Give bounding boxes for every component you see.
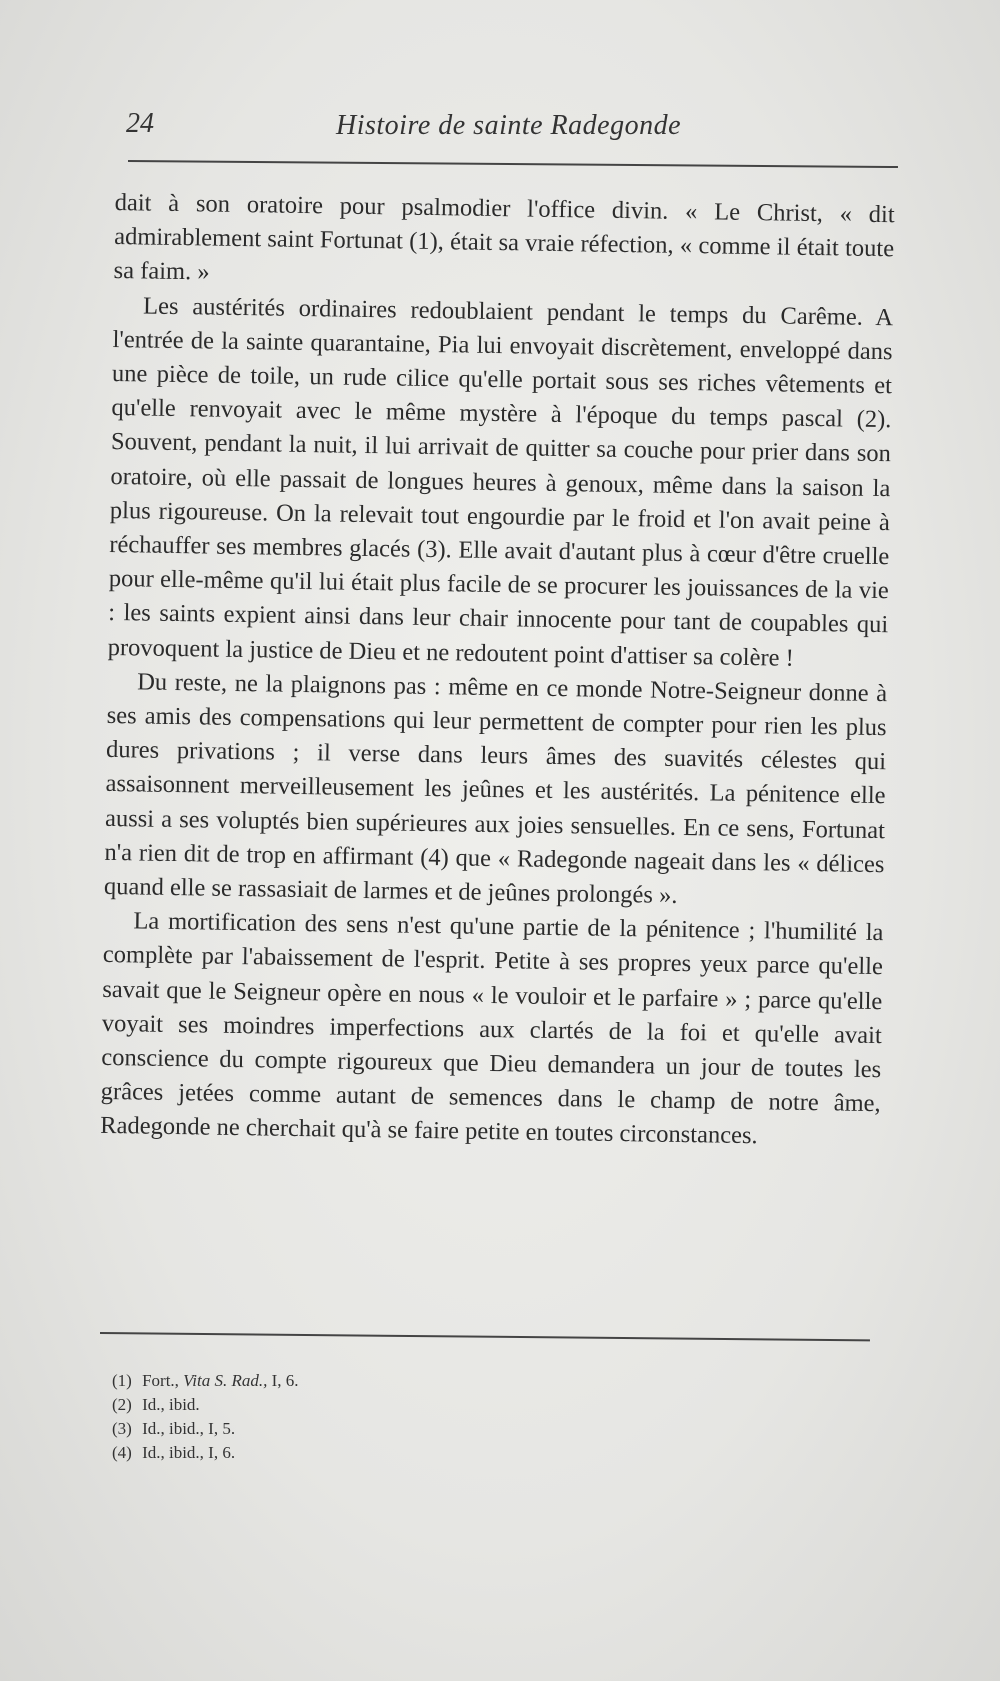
- body-text: [100, 186, 895, 1156]
- running-title: Histoire de sainte Radegonde: [336, 110, 682, 141]
- footnote-4: [112, 1441, 712, 1465]
- footnote-rule: [100, 1332, 870, 1341]
- footnote-text: Id., ibid.: [142, 1395, 200, 1414]
- footnote-number: (1): [112, 1371, 132, 1390]
- footnote-number: (4): [112, 1443, 132, 1462]
- footnotes: [112, 1369, 712, 1465]
- footnote-text: Id., ibid., I, 5.: [142, 1419, 236, 1438]
- paragraph-3: Du reste, ne la plaignons pas : même en ce monde Notre-Seigneur donne à ses amis des compensations qui leur permettent de compter pour rien les plus dures privations ; il verse dans leurs âmes des suavités célestes qui assaisonnent merveilleusement les jeûnes et les austérités. La pénitence elle aussi a ses voluptés bien supérieures aux joies sensuelles. En ce sens, Fortunat n'a rien dit de trop en affirmant (4) que « Radegonde nageait dans les « délices quand elle se rassasiait de larmes et de jeûnes prolongés ».: [103, 668, 888, 909]
- footnote-text: Fort.,: [142, 1371, 179, 1390]
- page-number: 24: [126, 108, 154, 139]
- footnote-number: (2): [112, 1395, 132, 1414]
- footnote-title: Vita S. Rad.,: [183, 1371, 268, 1390]
- footnote-2: [112, 1393, 712, 1417]
- footnote-3: [112, 1417, 712, 1441]
- footnote-number: (3): [112, 1419, 132, 1438]
- paragraph-4: La mortification des sens n'est qu'une partie de la pénitence ; l'humilité la complète par l'abaissement de l'esprit. Petite à ses propres yeux parce qu'elle savait que le Seigneur opère en nous « le vouloir et le parfaire » ; parce qu'elle voyait ses moindres imperfections aux clartés de la foi et qu'elle avait conscience du compte rigoureux que Dieu demandera un jour de toutes les grâces jetées comme autant de semences dans le champ de notre âme, Radegonde ne cherchait qu'à se faire petite en toutes circonstances.: [100, 907, 884, 1150]
- page-header: [126, 108, 898, 152]
- header-rule: [128, 160, 898, 168]
- footnote-ref: I, 6.: [271, 1371, 299, 1390]
- footnote-text: Id., ibid., I, 6.: [142, 1443, 236, 1462]
- footnote-1: [112, 1369, 712, 1393]
- paragraph-2: Les austérités ordinaires redoublaient pendant le temps du Carême. A l'entrée de la sainte quarantaine, Pia lui envoyait discrètement, enveloppé dans une pièce de toile, un rude cilice qu'elle portait sous ses riches vêtements et qu'elle renvoyait avec le même mystère à l'époque du temps pascal (2). Souvent, pendant la nuit, il lui arrivait de quitter sa couche pour prier dans son oratoire, où elle passait de longues heures à genoux, même dans la saison la plus rigoureuse. On la relevait tout engourdie par le froid et l'on avait peine à réchauffer ses membres glacés (3). Elle avait d'autant plus à cœur d'être cruelle pour elle-même qu'il lui était plus facile de se procurer les jouissances de la vie : les saints expient ainsi dans leur chair innocente pour tant de coupables qui provoquent la justice de Dieu et ne redoutent point d'attiser sa colère !: [107, 292, 894, 672]
- paragraph-1: dait à son oratoire pour psalmodier l'office divin. « Le Christ, « dit admirablement saint Fortunat (1), était sa vraie réfection, « comme il était toute sa faim. »: [113, 188, 895, 286]
